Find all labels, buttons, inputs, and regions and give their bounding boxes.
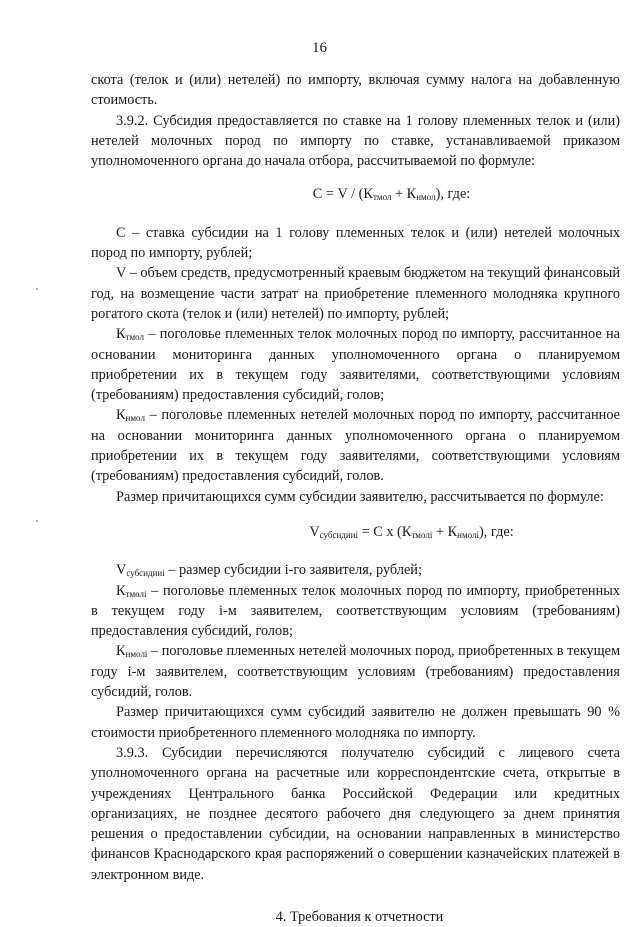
paragraph-amount: Размер причитающихся сумм субсидии заявителю, рассчитывается по формуле: (116, 488, 604, 505)
paragraph-limit: Размер причитающихся сумм субсидий заявителю не должен превышать 90 % стоимости приобретенного племенного молодняка по импорту. (91, 704, 620, 741)
definition-v: V – объем средств, предусмотренный краевым бюджетом на текущий финансовый год, на возмещение части затрат на приобретение племенного молодняка крупного рогатого скота (телок и (или) нетелей) по импорту, рублей; (91, 265, 620, 322)
formula-applicant-amount: $V_{субсидииi} = С$ х $(К_{тмолi} + К_{нмолi})$, где: (309, 523, 514, 540)
scan-dot (36, 520, 38, 522)
scan-dot (36, 288, 38, 290)
definition-v-subsidy: $V_{субсидииi}$ – размер субсидии i-го заявителя, рублей; (116, 562, 422, 579)
section-heading: 4. Требования к отчетности (275, 908, 444, 925)
definition-k-nmoli: $К_{нмолi}$ – поголовье племенных нетелей молочных пород, приобретенных в текущем году i-м заявителем, соответствующим условиям (требованиям) предоставления субсидий, голов. (91, 643, 620, 701)
paragraph-continuation: скота (телок и (или) нетелей) по импорту, включая сумму налога на добавленную стоимость. (91, 72, 620, 109)
definition-k-nmol: $К_{нмол}$ – поголовье племенных нетелей молочных пород по импорту, рассчитанное на основании мониторинга данных уполномоченного органа о планируемом приобретении их в текущем году заявителями, соответствующими условиям (требованиям) предоставления субсидий, голов. (91, 407, 620, 485)
definition-k-tmoli: $К_{тмолi}$ – поголовье племенных телок молочных пород по импорту, приобретенных в текущем году i-м заявителем, соответствующим условиям (требованиям) предоставления субсидий, голов; (91, 582, 620, 640)
formula-rate: $С = V / (К_{тмол} + К_{нмол})$, где: (312, 186, 471, 203)
definition-k-tmol: $К_{тмол}$ – поголовье племенных телок молочных пород по импорту, рассчитанное на основании мониторинга данных уполномоченного органа о планируемом приобретении их в текущем году заявителями, соответствующими условиям (требованиям) предоставления субсидий, голов; (91, 326, 620, 404)
document-body (91, 70, 620, 927)
paragraph-3-9-2: 3.9.2. Субсидия предоставляется по ставке на 1 голову племенных телок и (или) нетелей молочных пород по импорту по ставке, устанавливаемой приказом уполномоченного органа до начала отбора, рассчитываемой по формуле: (91, 112, 620, 170)
paragraph-3-9-3: 3.9.3. Субсидии перечисляются получателю субсидий с лицевого счета уполномоченного органа на расчетные или корреспондентские счета, открытые в учреждениях Центрального банка Российской Федерации или кредитных организациях, не позднее десятого рабочего дня следующего за днем принятия решения о предоставлении субсидии, на основании направленных в министерство финансов Краснодарского края распоряжений о совершении казначейских платежей в электронном виде. (91, 744, 620, 883)
page-number: 16 (312, 40, 327, 56)
definition-c: С – ставка субсидии на 1 голову племенных телок и (или) нетелей молочных пород по импорту, рублей; (91, 224, 620, 262)
